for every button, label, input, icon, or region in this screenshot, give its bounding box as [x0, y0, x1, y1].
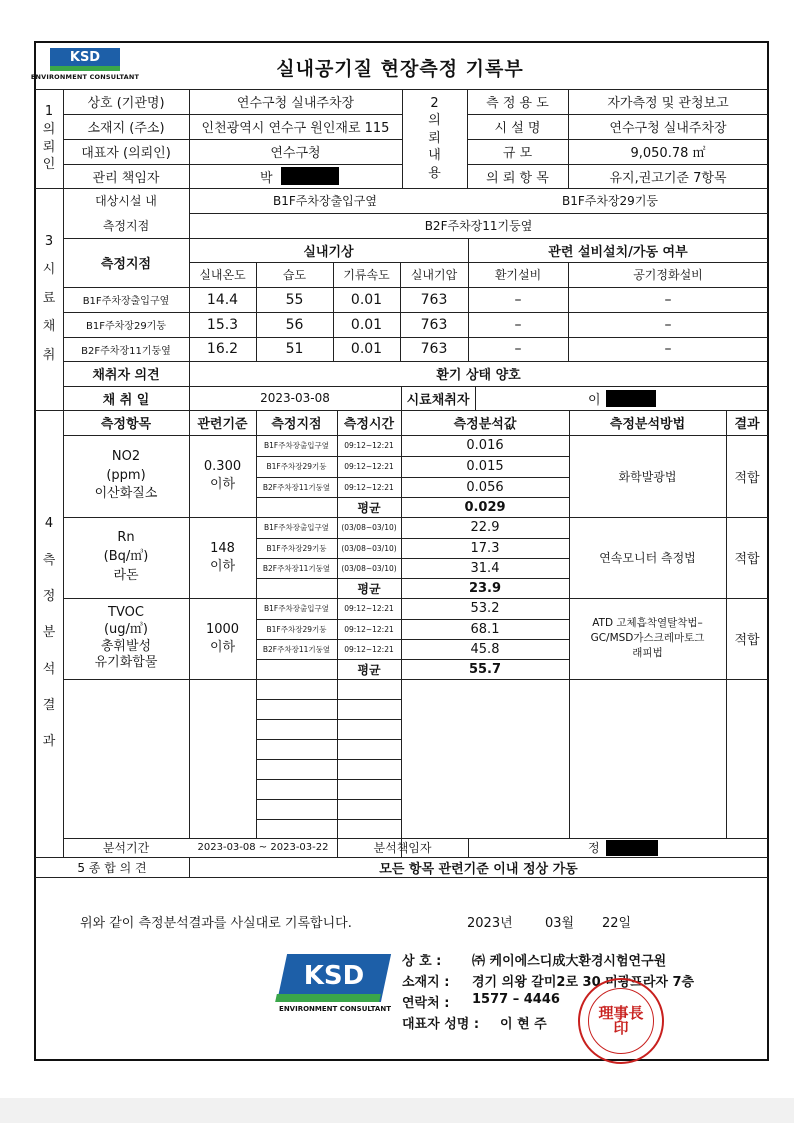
item-name-no2: NO2 (ppm) 이산화질소: [94, 448, 158, 502]
header-method: 측정분석방법: [609, 417, 686, 432]
rn-time-2: (03/08~03/10): [341, 543, 397, 553]
rn-point-3: B2F주차장11기둥옆: [262, 563, 331, 573]
no2-value-1: 0.016: [466, 438, 504, 453]
no2-time-1: 09:12~12:21: [344, 441, 394, 450]
pressure-3: 763: [420, 341, 448, 357]
size-label: 규 모: [502, 146, 533, 161]
subheader-humidity: 습도: [282, 268, 307, 282]
no2-point-3: B2F주차장11기둥옆: [262, 482, 331, 492]
sampling-date-label: 채 취 일: [102, 392, 150, 408]
no2-time-3: 09:12~12:21: [344, 482, 394, 492]
analyst-value: 정: [588, 841, 600, 855]
no2-point-1: B1F주차장출입구옆: [264, 441, 329, 450]
redaction-box: [606, 840, 658, 856]
tvoc-value-1: 53.2: [470, 601, 500, 616]
no2-point-2: B1F주차장29기둥: [266, 462, 327, 471]
point-header: 측정지점: [100, 257, 152, 272]
header-result: 결과: [734, 417, 760, 432]
header-point: 측정지점: [271, 417, 322, 432]
vent-1: –: [514, 291, 522, 308]
tvoc-value-2: 68.1: [470, 621, 500, 637]
sampling-point-3: B2F주차장11기둥옆: [81, 345, 171, 357]
address-value: 경기 의왕 갈미2로 30 미광프라자 7층: [472, 975, 695, 990]
logo-stripe: [50, 66, 120, 71]
opinion-value: 환기 상태 양호: [436, 368, 521, 383]
opinion-label: 채취자 의견: [92, 368, 160, 383]
client-address-label: 소재지 (주소): [87, 121, 165, 136]
cert-month: 03월: [545, 916, 575, 931]
logo-mark: KSD: [50, 48, 120, 66]
phone-value: 1577 – 4446: [472, 992, 560, 1007]
client-rep-label: 대표자 (의뢰인): [81, 146, 171, 161]
tvoc-value-3: 45.8: [470, 641, 500, 657]
client-rep-value: 연수구청: [270, 146, 321, 161]
tvoc-time-2: 09:12~12:21: [344, 624, 394, 634]
logo-subtitle: ENVIRONMENT CONSULTANT: [30, 72, 140, 81]
rn-value-1: 22.9: [470, 520, 500, 535]
overall-label: 5 종 합 의 견: [77, 860, 147, 875]
company-label: 상 호 :: [402, 954, 442, 969]
cert-year: 2023년: [467, 916, 513, 931]
client-name-label: 상호 (기관명): [87, 96, 165, 111]
phone-label: 연락처 :: [402, 996, 450, 1011]
page-title: 실내공기질 현장측정 기록부: [276, 57, 524, 80]
header-logo: [30, 48, 140, 81]
pressure-2: 763: [420, 316, 448, 333]
item-name-tvoc: TVOC (ug/㎥) 총휘발성 유기화합물: [94, 604, 158, 671]
section-3-label: 3 시 료 채 취: [42, 233, 56, 363]
rn-result: 적합: [734, 552, 760, 567]
items-value: 유지,권고기준 7항목: [609, 170, 727, 186]
redaction-box: [281, 167, 339, 185]
footer-logo: [276, 950, 394, 1016]
sampler-value: 이: [588, 392, 601, 408]
no2-result: 적합: [734, 470, 760, 486]
subheader-ventilation: 환기설비: [494, 268, 542, 282]
items-label: 의 뢰 항 목: [486, 170, 549, 186]
tvoc-time-1: 09:12~12:21: [344, 604, 394, 613]
sampling-point-2: B1F주차장29기둥: [86, 321, 166, 332]
tvoc-point-2: B1F주차장29기둥: [266, 624, 327, 634]
rn-method: 연속모니터 측정법: [599, 551, 696, 565]
tvoc-average-value: 55.7: [468, 661, 502, 677]
address-label: 소재지 :: [402, 975, 450, 990]
rn-average-label: 평균: [357, 581, 381, 596]
header-standard: 관련기준: [197, 417, 248, 432]
logo-text-large: KSD: [303, 961, 365, 991]
client-manager-label: 관리 책임자: [92, 170, 160, 186]
no2-time-2: 09:12~12:21: [344, 462, 394, 471]
purifier-2: –: [664, 316, 672, 333]
no2-average-value: 0.029: [464, 499, 506, 515]
target-point-3: B2F주차장11기둥옆: [424, 219, 533, 233]
target-point-2: B1F주차장29기둥: [562, 194, 658, 208]
purpose-label: 측 정 용 도: [486, 96, 549, 111]
header-value: 측정분석값: [453, 417, 517, 432]
airflow-3: 0.01: [350, 341, 383, 357]
rn-average-value: 23.9: [468, 580, 502, 596]
target-label-2: 측정지점: [102, 219, 150, 233]
section-4-label: 4 측 정 분 석 결 과: [42, 516, 56, 750]
header-item: 측정항목: [100, 417, 152, 432]
target-point-1: B1F주차장출입구옆: [273, 194, 377, 208]
sampler-label: 시료채취자: [406, 392, 470, 408]
sampling-point-1: B1F주차장출입구옆: [82, 296, 170, 307]
subheader-purifier: 공기정화설비: [633, 268, 703, 282]
subheader-temp: 실내온도: [199, 268, 246, 282]
client-manager-value: 박: [260, 170, 273, 186]
tvoc-time-3: 09:12~12:21: [344, 644, 394, 654]
no2-average-label: 평균: [357, 500, 381, 515]
period-label: 분석기간: [102, 841, 150, 855]
ceo-value: 이 현 주: [500, 1017, 547, 1032]
standard-no2: 0.300 이하: [203, 459, 242, 492]
purpose-value: 자가측정 및 관청보고: [607, 96, 729, 111]
target-label-1: 대상시설 내: [95, 194, 157, 208]
purifier-3: –: [664, 341, 672, 357]
tvoc-average-label: 평균: [357, 662, 381, 677]
standard-rn: 148 이하: [209, 540, 236, 574]
redaction-box: [606, 390, 656, 407]
rn-value-3: 31.4: [470, 560, 500, 576]
purifier-1: –: [664, 291, 672, 308]
humidity-2: 56: [285, 316, 304, 333]
indoor-header: 실내기상: [303, 244, 354, 260]
facility-label: 시 설 명: [494, 121, 541, 136]
rn-point-2: B1F주차장29기둥: [266, 543, 327, 553]
tvoc-point-3: B2F주차장11기둥옆: [262, 644, 331, 654]
section-1-label: 1 의 뢰 인: [42, 104, 56, 173]
page-bottom-band: [0, 1098, 794, 1123]
ceo-label: 대표자 성명 :: [402, 1017, 480, 1032]
analyst-label: 분석책임자: [373, 841, 432, 855]
rn-point-1: B1F주차장출입구옆: [264, 523, 329, 532]
no2-value-3: 0.056: [466, 479, 504, 495]
client-address-value: 인천광역시 연수구 원인재로 115: [201, 121, 390, 136]
overall-value: 모든 항목 관련기준 이내 정상 가동: [379, 861, 578, 877]
rn-time-3: (03/08~03/10): [341, 563, 397, 573]
cert-day: 22일: [602, 916, 632, 931]
certification-statement: 위와 같이 측정분석결과를 사실대로 기록합니다.: [80, 916, 352, 931]
period-value: 2023-03-08 ~ 2023-03-22: [197, 842, 329, 853]
temp-3: 16.2: [206, 341, 239, 357]
subheader-airflow: 기류속도: [343, 268, 390, 282]
size-value: 9,050.78 ㎡: [630, 146, 706, 161]
temp-1: 14.4: [206, 291, 239, 308]
tvoc-method: ATD 고체흡착열탈착법– GC/MSD가스크레마토그 래피법: [590, 617, 705, 659]
rn-time-1: (03/08~03/10): [341, 523, 397, 532]
sampling-date-value: 2023-03-08: [260, 391, 330, 405]
vent-3: –: [514, 341, 522, 357]
company-seal: [578, 978, 664, 1064]
item-name-rn: Rn (Bq/㎥) 라돈: [103, 530, 149, 583]
facility-value: 연수구청 실내주차장: [609, 121, 727, 136]
seal-text: 理事長印: [598, 1004, 644, 1037]
no2-method: 화학발광법: [618, 469, 677, 484]
standard-tvoc: 1000 이하: [205, 621, 240, 655]
client-name-value: 연수구청 실내주차장: [236, 96, 355, 111]
airflow-1: 0.01: [350, 291, 383, 308]
tvoc-result: 적합: [734, 633, 760, 648]
section-2-label: 2 의 뢰 내 용: [428, 95, 441, 181]
no2-value-2: 0.015: [466, 459, 504, 474]
rn-value-2: 17.3: [470, 540, 500, 556]
subheader-pressure: 실내기압: [410, 268, 458, 282]
humidity-1: 55: [285, 291, 304, 308]
company-value: ㈜ 케이에스디成大환경시험연구원: [472, 954, 667, 969]
vent-2: –: [514, 316, 522, 333]
pressure-1: 763: [420, 291, 448, 308]
temp-2: 15.3: [206, 316, 239, 333]
logo-subtitle-large: ENVIRONMENT CONSULTANT: [279, 1005, 391, 1013]
airflow-2: 0.01: [350, 316, 383, 333]
tvoc-point-1: B1F주차장출입구옆: [264, 604, 329, 613]
facility-header: 관련 설비설치/가동 여부: [548, 244, 688, 260]
humidity-3: 51: [285, 341, 304, 357]
header-time: 측정시간: [343, 417, 395, 432]
